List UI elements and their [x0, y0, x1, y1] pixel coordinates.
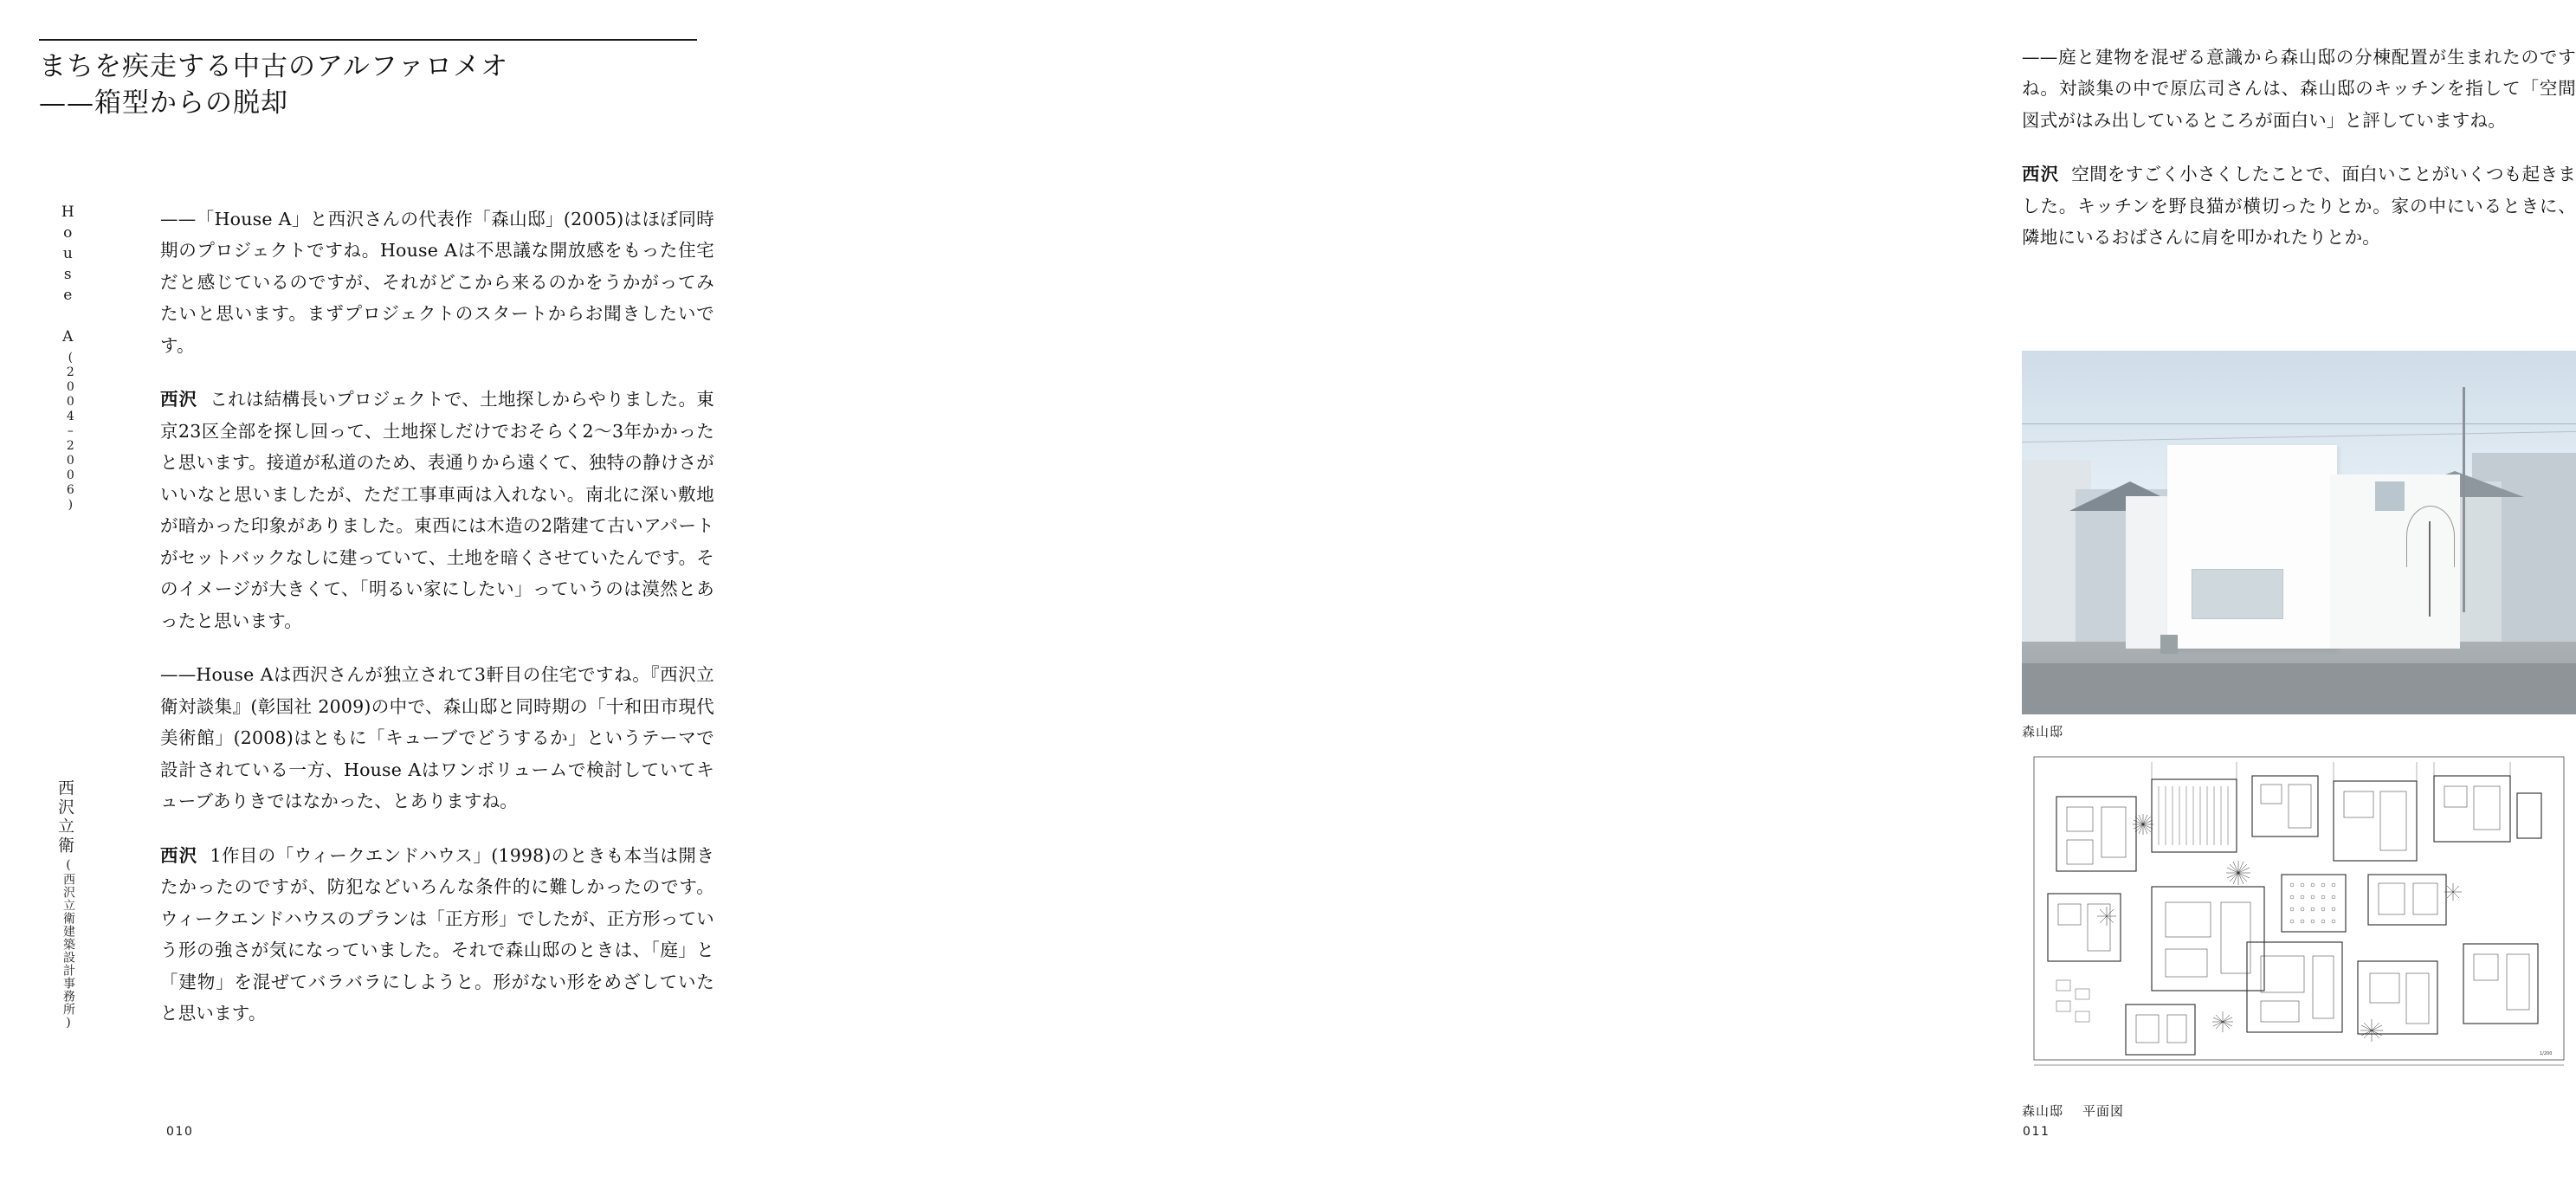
paragraph-text: 空間をすごく小さくしたことで、面白いことがいくつも起きました。キッチンを野良猫が横切ったりとか。家の中にいるときに、隣地にいるおばさんに肩を叩かれたりとか。 [2022, 164, 2576, 249]
author-side-label [54, 779, 77, 1030]
photo-caption: 森山邸 [2022, 724, 2064, 740]
figure-plan [2022, 745, 2576, 1120]
right-page [987, 0, 2576, 1182]
photo-tree [2429, 521, 2431, 617]
paragraph [2022, 42, 2576, 136]
chapter-title-line-1: まちを疾走する中古のアルファロメオ [39, 51, 509, 82]
project-side-label [54, 203, 81, 513]
chapter-title-block [39, 39, 697, 122]
photo-powerline [2022, 423, 2576, 424]
photo-road [2022, 663, 2576, 714]
right-text-column [2022, 42, 2576, 254]
project-years: (2004–2006) [63, 351, 78, 513]
paragraph [2022, 158, 2576, 253]
paragraph-text: これは結構長いプロジェクトで、土地探しからやりました。東京23区全部を探し回って、土地探しだけでおそらく2〜3年かかったと思います。接道が私道のため、表通りから遠くて、独特の静けさがいいなと思いましたが、ただ工事車両は入れない。南北に深い敷地が暗かった印象がありました。東西には木造の2階建て古いアパートがセットバックなしに建っていて、土地を暗くさせていたんです。そのイメージが大きくて、「明るい家にしたい」っていうのは漠然とあったと思います。 [160, 389, 715, 631]
author-name: 西沢立衛 [55, 779, 74, 856]
plan-drawing-svg [2022, 745, 2576, 1091]
paragraph-text: ——庭と建物を混ぜる意識から森山邸の分棟配置が生まれたのですね。対談集の中で原広司さんは、森山邸のキッチンを指して「空間図式がはみ出しているところが面白い」と評していますね。 [2022, 47, 2576, 131]
author-office: (西沢立衛建築設計事務所) [61, 858, 75, 1030]
paragraph [160, 659, 714, 817]
plan-caption-main: 森山邸 [2022, 1103, 2064, 1119]
speaker-label: 西沢 [160, 389, 198, 410]
paragraph-text: 1作目の「ウィークエンドハウス」(1998)のときも本当は開きたかったのですが、防犯などいろんな条件的に難しかったのです。ウィークエンドハウスのプランは「正方形」でしたが、正方形っていう形の強さが気になっていました。それで森山邸のときは、「庭」と「建物」を混ぜてバラバラにしようと。形がない形をめざしていたと思います。 [160, 844, 714, 1024]
plan-caption [2022, 1101, 2576, 1120]
photo-planter [2160, 635, 2178, 654]
photo-window [2192, 569, 2283, 619]
photo-utility-pole [2463, 387, 2465, 612]
page-number-left: 010 [166, 1125, 194, 1139]
project-name: House A [59, 203, 77, 349]
paragraph [160, 840, 714, 1030]
paragraph [160, 384, 714, 636]
figure-photo [2022, 351, 2576, 740]
plan-image [2022, 745, 2576, 1091]
speaker-label: 西沢 [160, 844, 198, 866]
left-page [0, 0, 987, 1182]
paragraph [160, 203, 714, 361]
left-text-column [160, 203, 714, 1030]
plan-scale-note: 1/200 [2540, 1051, 2553, 1056]
photo-window [2375, 481, 2405, 511]
paragraph-text: ——「House A」と西沢さんの代表作「森山邸」(2005)はほぼ同時期のプロジェクトですね。House Aは不思議な開放感をもった住宅だと感じているのですが、それがどこから来るのかをうかがってみたいと思います。まずプロジェクトのスタートからお聞きしたいです。 [160, 209, 714, 356]
speaker-label: 西沢 [2022, 164, 2060, 185]
plan-caption-sub: 平面図 [2082, 1103, 2125, 1119]
paragraph-text: ——House Aは西沢さんが独立されて3軒目の住宅ですね。『西沢立衛対談集』(彰国社 2009)の中で、森山邸と同時期の「十和田市現代美術館」(2008)はともに「キューブでどうするか」というテーマで設計されている一方、House Aはワンボリュームで検討していてキューブありきではなかった、とありますね。 [160, 664, 714, 812]
page-number-right: 011 [2023, 1125, 2050, 1139]
photo-image [2022, 351, 2576, 714]
title-rule [39, 39, 697, 41]
chapter-title-line-2: ——箱型からの脱却 [39, 87, 288, 119]
